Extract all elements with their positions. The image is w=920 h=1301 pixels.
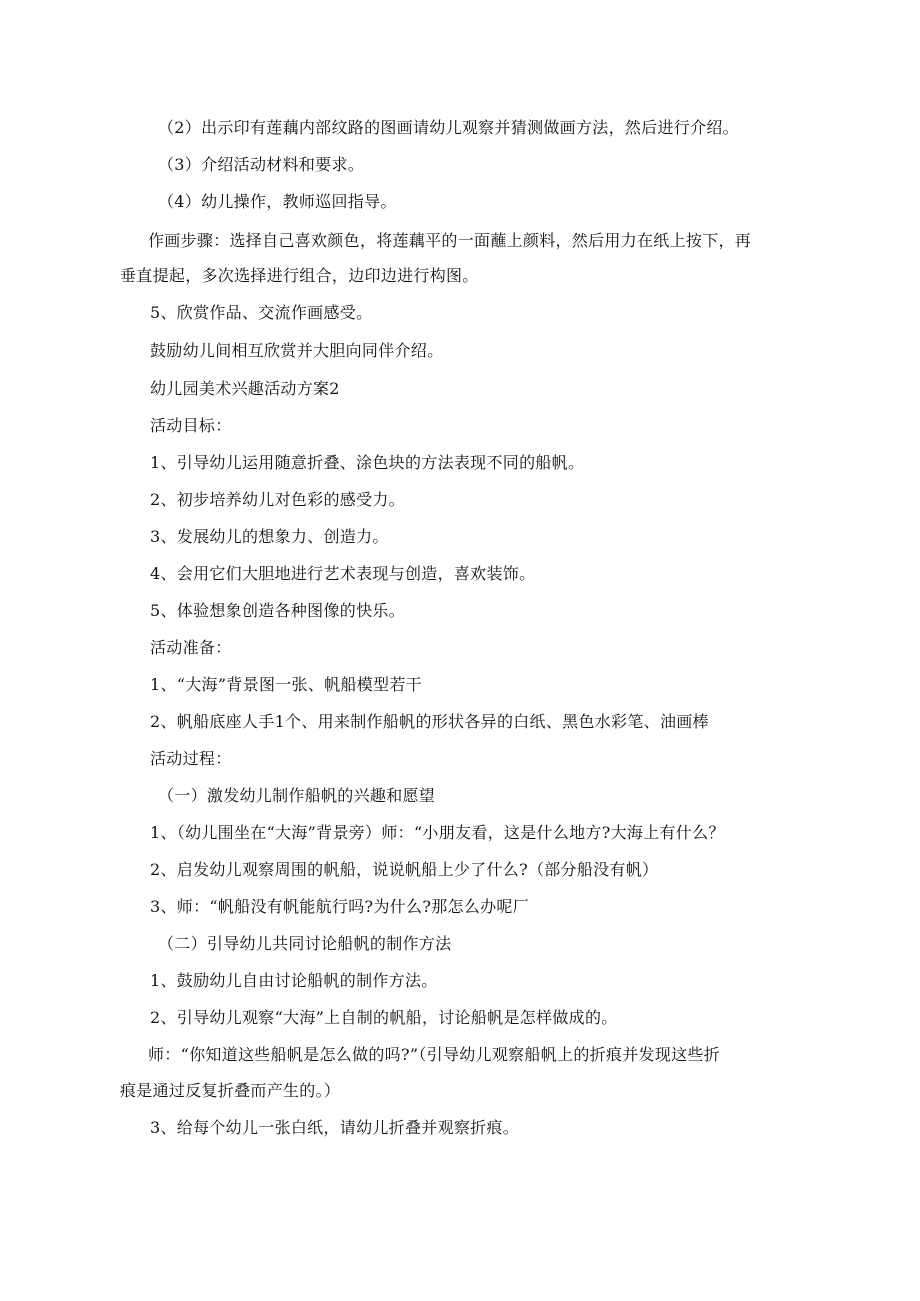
process-2-item-2: 2、引导幼儿观察“大海”上自制的帆船，讨论船帆是怎样做成的。 [150,1008,618,1027]
goal-item-3: 3、发展幼儿的想象力、创造力。 [150,527,389,546]
section-title-plan-2: 幼儿园美术兴趣活动方案2 [150,379,340,398]
heading-activity-process: 活动过程： [150,749,232,768]
process-2-item-3: 3、给每个幼儿一张白纸，请幼儿折叠并观察折痕。 [150,1118,520,1137]
heading-activity-goals: 活动目标： [150,416,232,435]
heading-activity-prep: 活动准备： [150,638,232,657]
process-1-item-2: 2、启发幼儿观察周围的帆船，说说帆船上少了什么?（部分船没有帆） [150,860,659,879]
process-2-item-1: 1、鼓励幼儿自由讨论船帆的制作方法。 [150,971,438,990]
process-section-1: （一）激发幼儿制作船帆的兴趣和愿望 [158,786,436,805]
goal-item-1: 1、引导幼儿运用随意折叠、涂色块的方法表现不同的船帆。 [150,453,585,472]
paragraph-step-4: （4）幼儿操作，教师巡回指导。 [158,192,397,211]
goal-item-2: 2、初步培养幼儿对色彩的感受力。 [150,490,405,509]
process-1-item-3: 3、师：“帆船没有帆能航行吗?为什么?那怎么办呢厂 [150,897,530,916]
prep-item-2: 2、帆船底座人手1个、用来制作船帆的形状各异的白纸、黑色水彩笔、油画棒 [150,712,709,731]
paragraph-step-2: （2）出示印有莲藕内部纹路的图画请幼儿观察并猜测做画方法，然后进行介绍。 [158,118,739,137]
process-1-item-1: 1、（幼儿围坐在“大海”背景旁）师：“小朋友看，这是什么地方?大海上有什么？ [150,823,725,842]
teacher-question: 师：“你知道这些船帆是怎么做的吗?”（引导幼儿观察船帆上的折痕并发现这些折 [148,1045,721,1064]
process-section-2: （二）引导幼儿共同讨论船帆的制作方法 [158,934,452,953]
paragraph-encourage: 鼓励幼儿间相互欣赏并大胆向同伴介绍。 [150,341,444,360]
goal-item-5: 5、体验想象创造各种图像的快乐。 [150,601,405,620]
paragraph-drawing-steps-cont: 垂直提起，多次选择进行组合，边印边进行构图。 [120,266,479,285]
paragraph-appreciate: 5、欣赏作品、交流作画感受。 [150,303,373,322]
paragraph-step-3: （3）介绍活动材料和要求。 [158,155,365,174]
prep-item-1: 1、“大海”背景图一张、帆船模型若干 [150,675,422,694]
goal-item-4: 4、会用它们大胆地进行艺术表现与创造，喜欢装饰。 [150,564,536,583]
paragraph-drawing-steps: 作画步骤：选择自己喜欢颜色，将莲藕平的一面蘸上颜料，然后用力在纸上按下，再 [148,231,752,250]
teacher-question-cont: 痕是通过反复折叠而产生的。） [120,1081,341,1100]
